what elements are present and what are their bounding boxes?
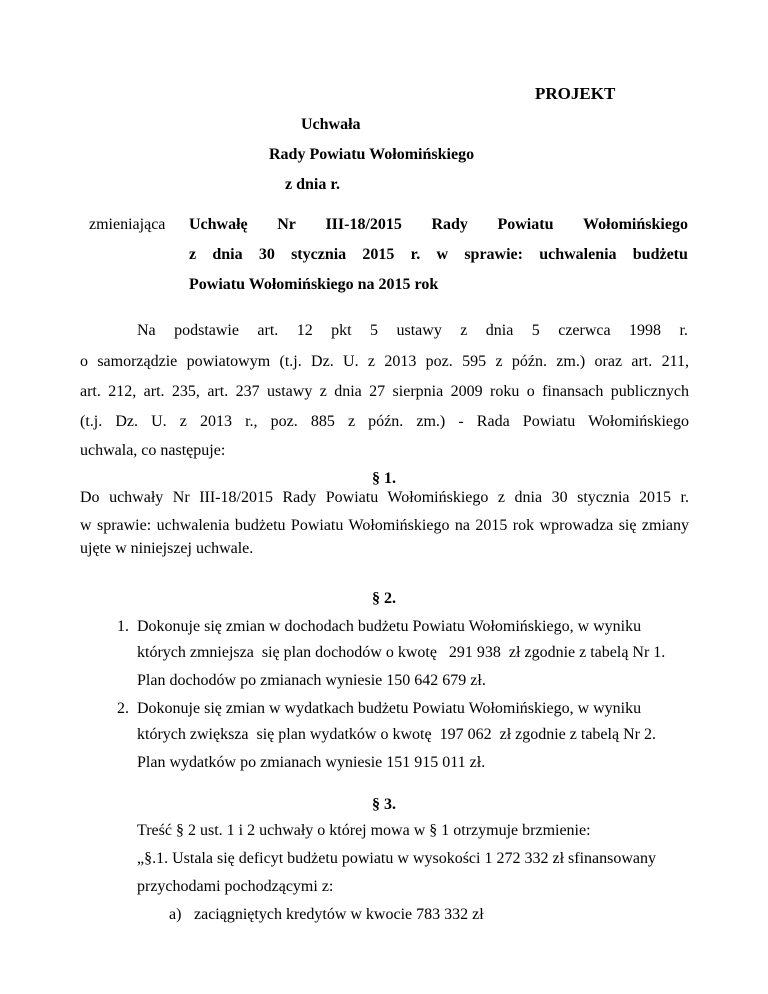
preamble-line-2: o samorządzie powiatowym (t.j. Dz. U. z 2013 poz. 595 z późn. zm.) oraz art. 211, — [80, 353, 689, 370]
subject-label: zmieniająca — [89, 216, 166, 233]
title-rada: Rady Powiatu Wołomińskiego — [269, 146, 475, 163]
preamble-line-4: (t.j. Dz. U. z 2013 r., poz. 885 z późn. zm.) - Rada Powiatu Wołomińskiego — [80, 413, 689, 430]
section-2-item-2-line-3: Plan wydatków po zmianach wyniesie 151 915 011 zł. — [137, 754, 486, 771]
subject-word: 30 — [258, 246, 275, 263]
subject-line-3: Powiatu Wołomińskiego na 2015 rok — [189, 276, 439, 293]
subject-word: budżetu — [632, 246, 688, 263]
subject-word: Wołomińskiego — [583, 216, 688, 233]
subject-word: III-18/2015 — [325, 216, 402, 233]
preamble-word: art. — [257, 322, 279, 339]
section-1-heading: § 1. — [372, 470, 396, 487]
section-2-item-2-line-2: których zwiększa się plan wydatków o kwotę 197 062 zł zgodnie z tabelą Nr 2. — [137, 726, 656, 743]
subject-word: Uchwałę — [189, 216, 248, 233]
subject-word: sprawie: — [464, 246, 523, 263]
section-1-line-2: w sprawie: uchwalenia budżetu Powiatu Wołomińskiego na 2015 rok wprowadza się zmiany — [80, 517, 689, 534]
subject-word: Rady — [431, 216, 468, 233]
section-3-item-a: zaciągniętych kredytów w kwocie 783 332 zł — [194, 906, 484, 923]
subject-word: stycznia — [291, 246, 347, 263]
preamble-line-1 — [137, 322, 688, 340]
preamble-word: z — [460, 322, 468, 339]
subject-line-2 — [189, 246, 688, 264]
preamble-word: r. — [679, 322, 688, 339]
projekt-label: PROJEKT — [535, 84, 616, 103]
preamble-word: czerwca — [558, 322, 611, 339]
preamble-line-5: uchwala, co następuje: — [80, 442, 226, 459]
preamble-word: 1998 — [629, 322, 662, 339]
section-2-item-2-line-1: Dokonuje się zmian w wydatkach budżetu Powiatu Wołomińskiego, w wyniku — [137, 700, 642, 717]
section-3-heading: § 3. — [372, 796, 396, 813]
preamble-word: 12 — [296, 322, 313, 339]
preamble-word: podstawie — [174, 322, 239, 339]
section-2-item-1-line-1: Dokonuje się zmian w dochodach budżetu Powiatu Wołomińskiego, w wyniku — [137, 618, 642, 635]
section-3-line-2: „§.1. Ustala się deficyt budżetu powiatu w wysokości 1 272 332 zł sfinansowany — [137, 850, 657, 867]
subject-word: z — [189, 246, 197, 263]
section-3-line-3: przychodami pochodzącymi z: — [137, 878, 334, 895]
section-1-line-1: Do uchwały Nr III-18/2015 Rady Powiatu Wołomińskiego z dnia 30 stycznia 2015 r. — [80, 489, 689, 506]
list-number: 2. — [117, 700, 129, 717]
section-1-line-3: ujęte w niniejszej uchwale. — [80, 540, 254, 557]
subject-word: Powiatu — [497, 216, 554, 233]
preamble-word: pkt — [331, 322, 352, 339]
list-number: 1. — [117, 618, 129, 635]
subject-word: 2015 — [362, 246, 395, 263]
preamble-word: Na — [137, 322, 156, 339]
section-2-item-1-line-2: których zmniejsza się plan dochodów o kwotę 291 938 zł zgodnie z tabelą Nr 1. — [137, 644, 666, 661]
subject-line-1 — [189, 216, 688, 234]
title-uchwala: Uchwała — [301, 116, 361, 133]
section-2-heading: § 2. — [372, 590, 396, 607]
preamble-word: dnia — [485, 322, 514, 339]
list-letter: a) — [169, 906, 182, 923]
subject-word: uchwalenia — [539, 246, 617, 263]
preamble-word: 5 — [370, 322, 379, 339]
title-date: z dnia r. — [285, 176, 340, 193]
subject-word: w — [436, 246, 449, 263]
preamble-word: ustawy — [396, 322, 442, 339]
subject-word: dnia — [212, 246, 243, 263]
preamble-word: 5 — [531, 322, 540, 339]
subject-word: Nr — [277, 216, 296, 233]
preamble-line-3: art. 212, art. 235, art. 237 ustawy z dnia 27 sierpnia 2009 roku o finansach publicznych — [80, 383, 689, 400]
section-2-item-1-line-3: Plan dochodów po zmianach wyniesie 150 642 679 zł. — [137, 672, 486, 689]
subject-word: r. — [410, 246, 421, 263]
section-3-line-1: Treść § 2 ust. 1 i 2 uchwały o której mowa w § 1 otrzymuje brzmienie: — [137, 822, 591, 839]
